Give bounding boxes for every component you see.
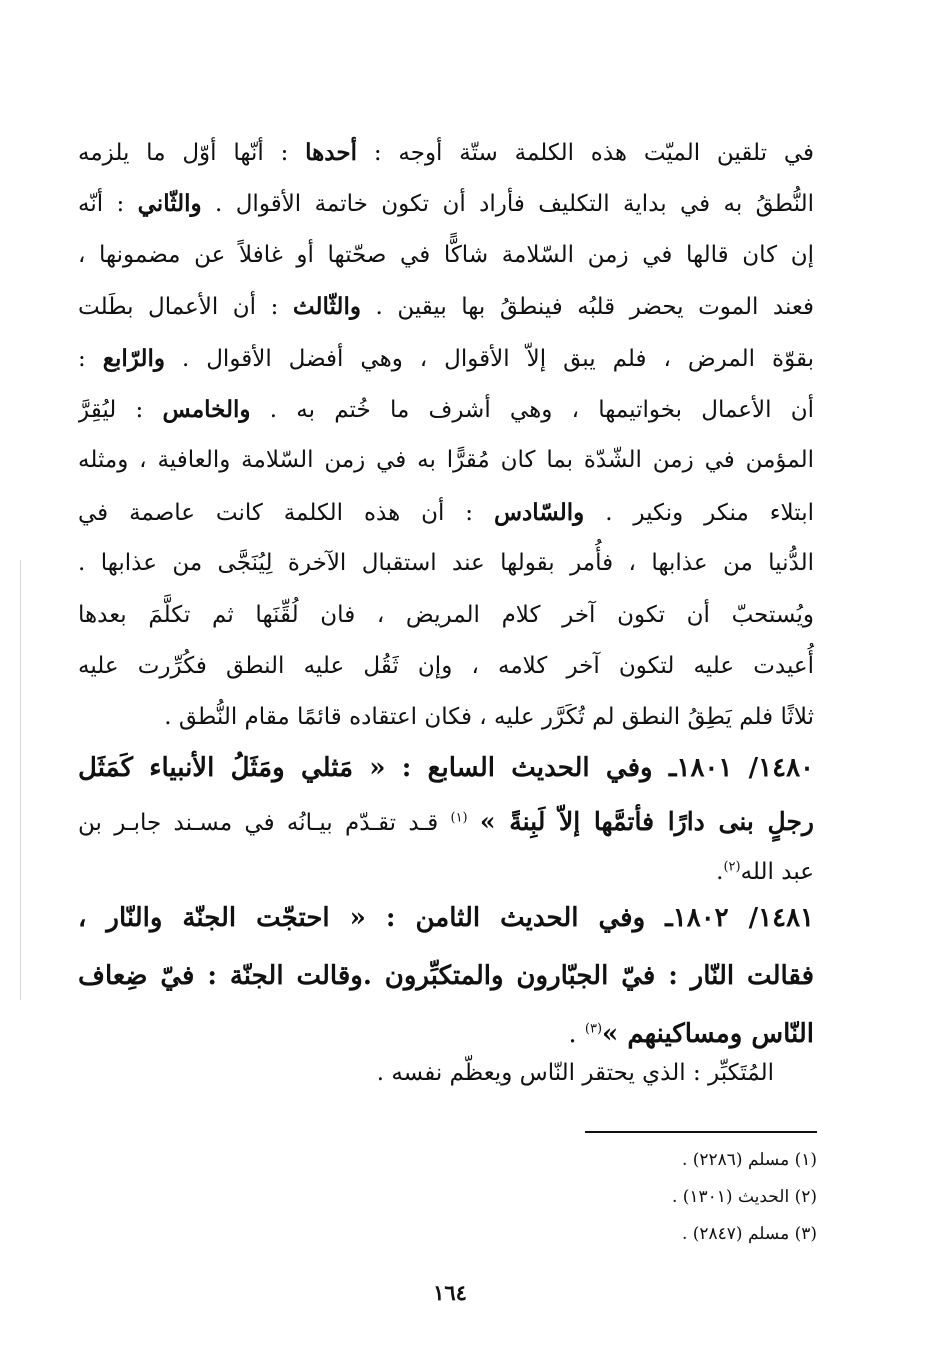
paragraph-line	[78, 127, 814, 178]
hadith-1481-quote-end: النّاس ومساكينهم »	[602, 1019, 814, 1049]
line-end-period: .	[716, 859, 724, 885]
paragraph-line	[78, 178, 814, 229]
paragraph-line	[78, 641, 814, 692]
paragraph-text: : أنّه	[78, 191, 138, 218]
paragraph-text: ابتلاء منكر ونكير .	[584, 499, 814, 526]
paragraph-text: :	[78, 345, 103, 372]
section-keyword: والثّاني	[137, 190, 202, 218]
hadith-1480-quote-end: رجلٍ بنى دارًا فأتمَّها إلاّ لَبِنةً »	[479, 807, 814, 836]
footnote-marker-3: (٣)	[584, 1021, 603, 1037]
paragraph-text: أُعيدت عليه لتكون آخر كلامه ، وإن ثَقُل عليه النطق فكُرِّرت عليه	[78, 652, 814, 679]
hadith-1481	[78, 889, 814, 1063]
paragraph-text: في تلقين الميّت هذه الكلمة ستّة أوجه :	[357, 140, 814, 166]
paragraph-text: : أن هذه الكلمة كانت عاصمة في	[78, 499, 494, 526]
line-end-period: .	[568, 1019, 585, 1049]
paragraph-text: أن الأعمال بخواتيمها ، وهي أشرف ما خُتم به .	[250, 396, 814, 423]
paragraph-line	[78, 692, 814, 743]
paragraph-text: إن كان قالها في زمن السّلامة شاكًّا في صحّتها أو غافلاً عن مضمونها ،	[78, 241, 814, 268]
paragraph-line	[78, 590, 814, 641]
narrator-name: عبد الله	[740, 859, 814, 885]
footnote-separator	[585, 1131, 817, 1133]
hadith-1481-line-2: فقالت النّار : فيّ الجبّارون والمتكبِّرون .وقالت الجنّة : فيّ ضِعاف	[78, 961, 814, 991]
hadith-1481-line-1: ١٤٨١/ ١٨٠٢ـ وفي الحديث الثامن : « احتجّت الجنّة والنّار ،	[78, 903, 814, 933]
paragraph-line	[78, 333, 814, 384]
hadith-1480-line-2	[78, 797, 814, 847]
hadith-1480	[78, 739, 814, 897]
section-keyword: والرّابع	[102, 344, 165, 372]
hadith-1480-note: قـد تقـدّم بيـانُه في مسـند جابـر بن	[78, 810, 439, 836]
footnote-marker-1: (١)	[450, 810, 468, 826]
section-keyword: والسّادس	[493, 498, 585, 526]
footnote-3: (٣) مسلم (٢٨٤٧) .	[681, 1224, 817, 1244]
paragraph-line	[78, 538, 814, 589]
section-keyword: والثّالث	[292, 293, 361, 321]
paragraph-text: ويُستحبّ أن تكون آخر كلام المريض ، فان لُقِّنَها ثم تكلَّمَ بعدها	[78, 601, 814, 628]
footnote-2: (٢) الحديث (١٣٠١) .	[671, 1187, 817, 1207]
footnote-marker-2: (٢)	[723, 859, 741, 875]
section-keyword: والخامس	[162, 395, 251, 423]
paragraph-text: : أنّها أوّل ما يلزمه	[78, 140, 306, 166]
footnote-1: (١) مسلم (٢٢٨٦) .	[681, 1150, 817, 1170]
paragraph-text: النُّطقُ به في بداية التكليف فأراد أن تكون خاتمة الأقوال .	[201, 191, 814, 218]
paragraph-line	[78, 230, 814, 281]
paragraph-line	[78, 487, 814, 538]
paragraph-text: : ليُقِرَّ	[78, 396, 163, 423]
main-paragraph	[78, 127, 814, 744]
paragraph-line	[78, 384, 814, 435]
paragraph-text: بقوّة المرض ، فلم يبق إلاّ الأقوال ، وهي أفضل الأقوال .	[164, 345, 814, 372]
paragraph-text: : أن الأعمال بطَلت	[78, 294, 293, 321]
margin-rule	[20, 560, 21, 1000]
definition-line: المُتَكبِّر : الذي يحتقر النّاس ويعظّم نفسه .	[376, 1060, 774, 1086]
paragraph-text: الدُّنيا من عذابها ، فأُمر بقولها عند استقبال الآخرة لِيُنَجَّى من عذابها .	[78, 550, 814, 577]
paragraph-text: ثلاثًا فلم يَطِقُ النطق لم تُكَرَّر عليه ، فكان اعتقاده قائمًا مقام النُّطق .	[164, 704, 814, 731]
section-keyword: أحدها	[305, 139, 357, 166]
page-number: ١٦٤	[433, 1280, 467, 1305]
paragraph-text: المؤمن في زمن الشّدّة بما كان مُقرًّا به في زمن السّلامة والعافية ، ومثله	[78, 447, 814, 474]
paragraph-line	[78, 435, 814, 486]
hadith-1480-line-1: ١٤٨٠/ ١٨٠١ـ وفي الحديث السابع : « مَثلي ومَثَلُ الأنبياء كَمَثَل	[78, 753, 814, 783]
paragraph-text: فعند الموت يحضر قلبُه فينطقُ بها بيقين .	[360, 294, 814, 321]
paragraph-line	[78, 281, 814, 332]
